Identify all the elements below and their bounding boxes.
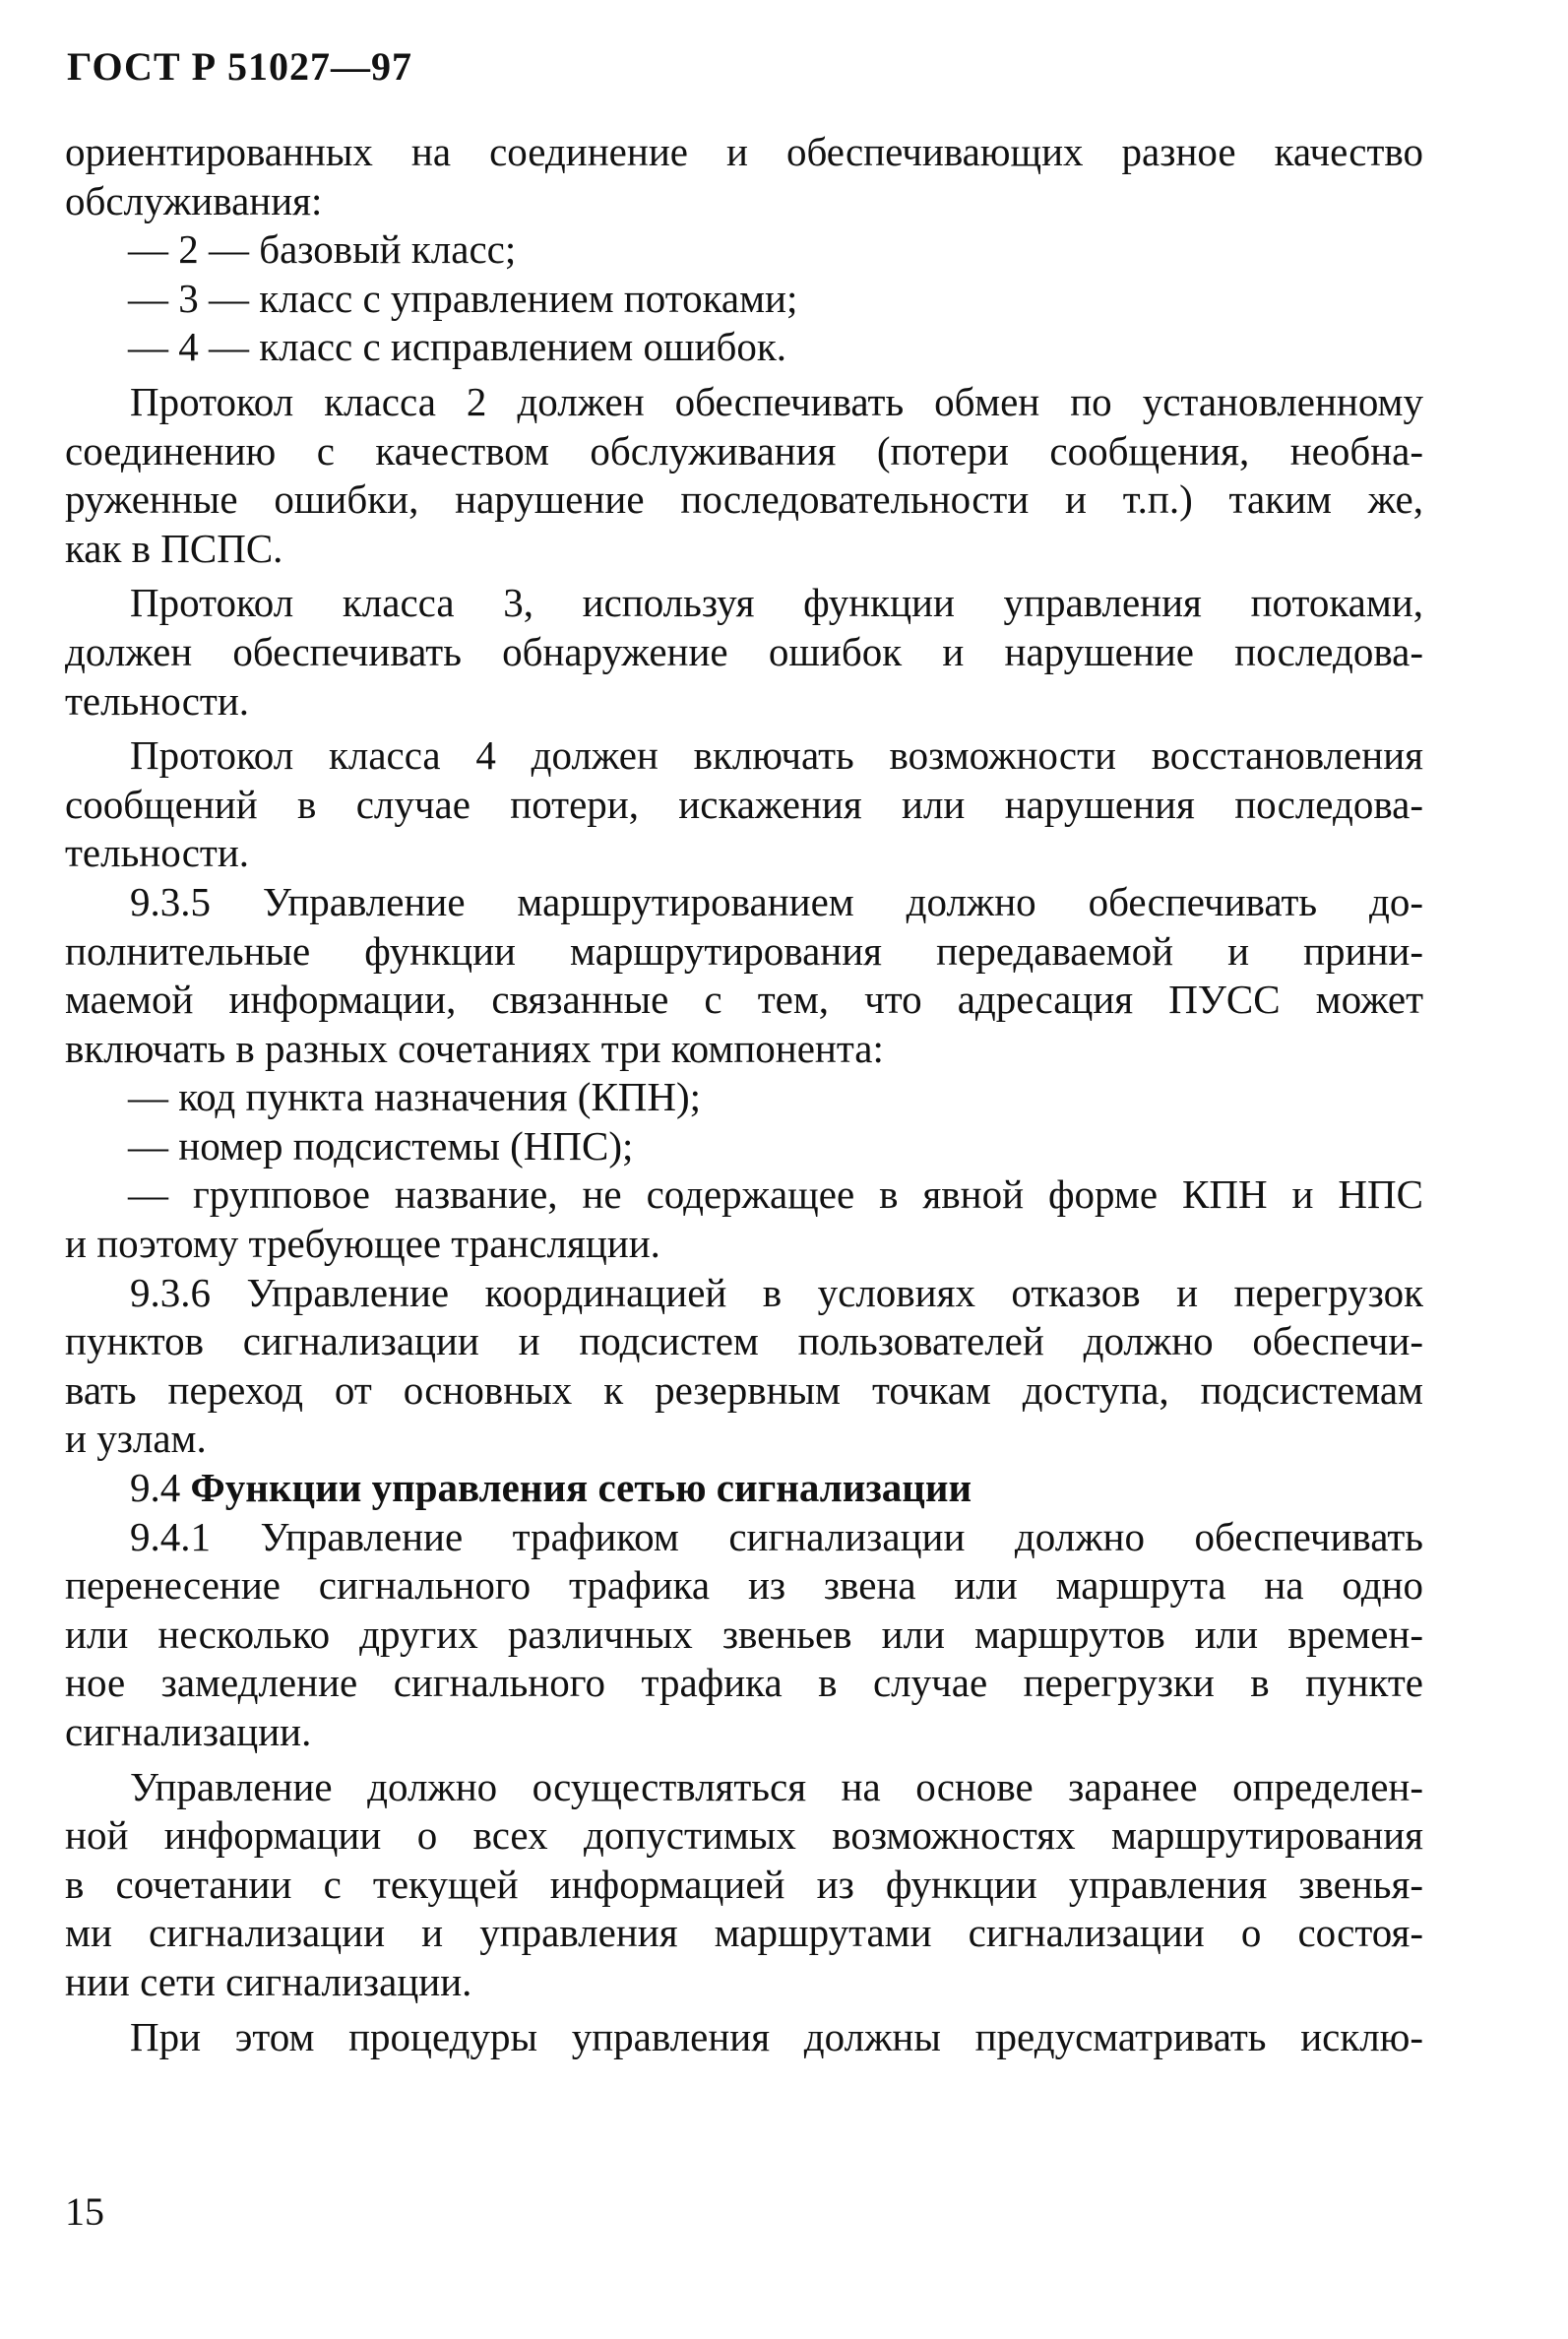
text-line: ной информации о всех допустимых возможностях маршрутирования [65,1812,1423,1859]
text-line: сигнализации. [65,1709,312,1754]
text-line: вать переход от основных к резервным точкам доступа, подсистемам [65,1366,1423,1413]
paragraph-start: 9.3.6 Управление координацией в условиях отказов и перегрузок [130,1269,1423,1315]
paragraph-start: Управление должно осуществляться на основе заранее определен- [130,1763,1423,1809]
section-heading [65,1464,1423,1513]
text-line: маемой информации, связанные с тем, что адресация ПУСС может [65,977,1423,1023]
text-line: пунктов сигнализации и подсистем пользователей должно обеспечи- [65,1318,1423,1364]
text-line: и поэтому требующее трансляции. [65,1221,660,1267]
text-line: полнительные функции маршрутирования передаваемой и прини- [65,927,1423,974]
text-line: обслуживания: [65,177,323,223]
text-line: ориентированных на соединение и обеспечивающих разное качество [65,129,1423,174]
text-line: тельности. [65,677,250,724]
text-line: тельности. [65,830,250,876]
paragraph-start: Протокол класса 4 должен включать возможности восстановления [130,732,1423,779]
text-line: включать в разных сочетаниях три компонента: [65,1025,884,1071]
paragraph-start: Протокол класса 3, используя функции управления потоками, [130,580,1423,626]
text-line: нии сети сигнализации. [65,1958,472,2004]
text-line: руженные ошибки, нарушение последовательности и т.п.) таким же, [65,476,1423,523]
text-line: в сочетании с текущей информацией из функции управления звенья- [65,1861,1423,1907]
standard-header: ГОСТ Р 51027—97 [67,44,413,89]
list-item: — 4 — класс с исправлением ошибок. [128,324,786,370]
paragraph-start: 9.3.5 Управление маршрутированием должно обеспечивать до- [130,878,1423,924]
text-line: должен обеспечивать обнаружение ошибок и нарушение последова- [65,628,1423,674]
page-number: 15 [65,2189,104,2234]
text-line: соединению с качеством обслуживания (потери сообщения, необна- [65,427,1423,474]
paragraph-start: 9.4.1 Управление трафиком сигнализации должно обеспечивать [130,1513,1423,1559]
list-item: — номер подсистемы (НПС); [128,1122,634,1169]
text-line: или несколько других различных звеньев или маршрутов или времен- [65,1611,1423,1657]
text-line: ми сигнализации и управления маршрутами сигнализации о состоя- [65,1910,1423,1956]
section-title: Функции управления сетью сигнализации [190,1465,972,1511]
list-item: — групповое название, не содержащее в явной форме КПН и НПС [128,1171,1423,1218]
paragraph-start: При этом процедуры управления должны предусматривать исклю- [130,2013,1423,2059]
paragraph-start: Протокол класса 2 должен обеспечивать обмен по установленному [130,378,1423,424]
text-line: перенесение сигнального трафика из звена или маршрута на одно [65,1562,1423,1609]
text-line: как в ПСПС. [65,525,283,571]
text-line: и узлам. [65,1416,207,1462]
document-body [65,128,1423,2061]
section-number: 9.4 [130,1465,181,1511]
list-item: — 3 — класс с управлением потоками; [128,275,798,321]
list-item: — код пункта назначения (КПН); [128,1074,702,1120]
text-line: ное замедление сигнального трафика в случае перегрузки в пункте [65,1660,1423,1706]
text-line: сообщений в случае потери, искажения или нарушения последова- [65,781,1423,827]
list-item: — 2 — базовый класс; [128,226,517,273]
